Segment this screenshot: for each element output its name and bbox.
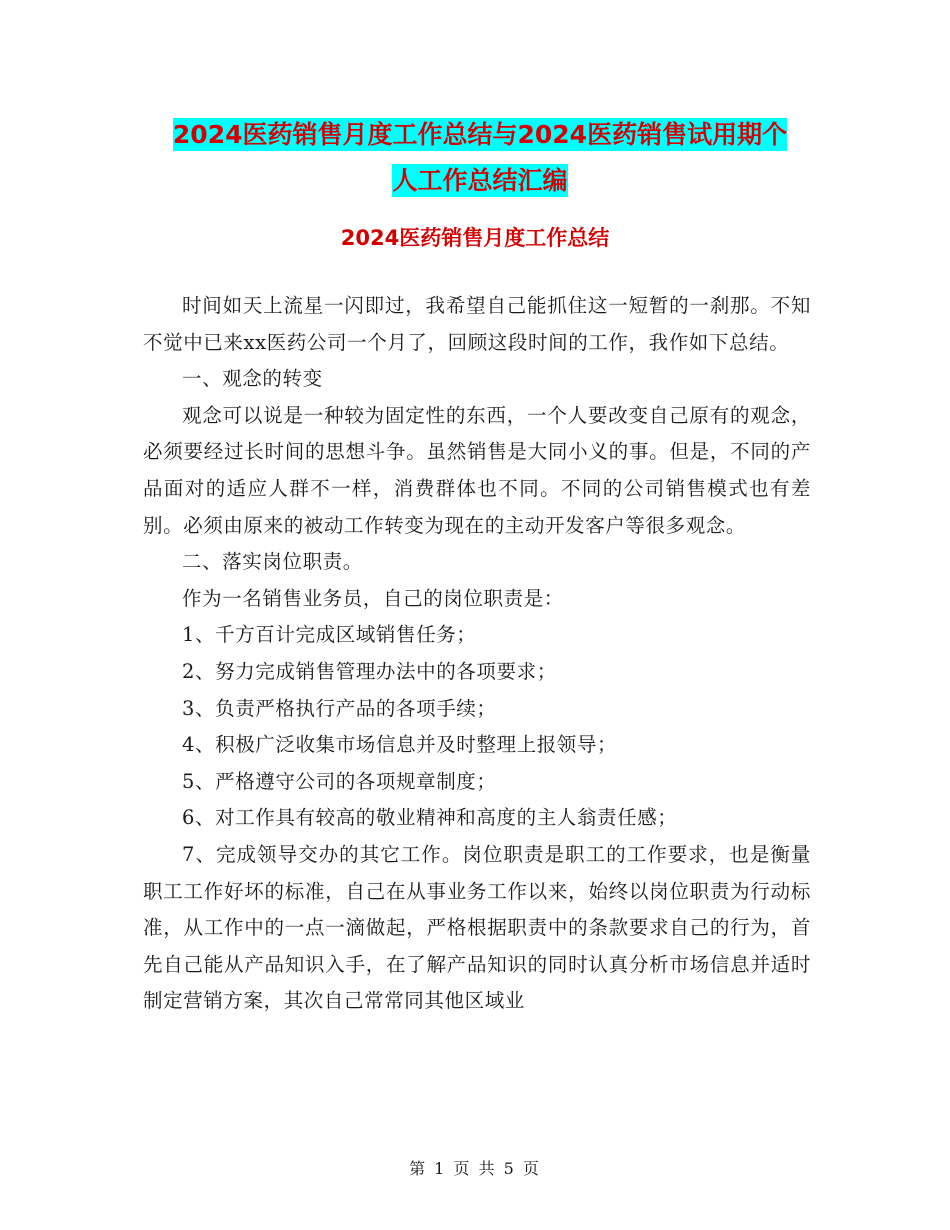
- list-item-duty-2: 2、努力完成销售管理办法中的各项要求；: [182, 659, 557, 683]
- document-body: [143, 288, 811, 1020]
- paragraph-duties-intro: 作为一名销售业务员，自己的岗位职责是：: [182, 586, 564, 610]
- heading-job-duties: 二、落实岗位职责。: [182, 550, 363, 574]
- document-title-line-1: 2024医药销售月度工作总结与2024医药销售试用期个: [172, 120, 788, 149]
- document-title: [140, 112, 820, 204]
- document-title-line-2: 人工作总结汇编: [392, 166, 568, 195]
- list-item-duty-6: 6、对工作具有较高的敬业精神和高度的主人翁责任感；: [182, 806, 678, 830]
- page-footer: 第 1 页 共 5 页: [409, 1159, 541, 1178]
- paragraph-concept: 观念可以说是一种较为固定性的东西，一个人要改变自己原有的观念，必须要经过长时间的思想斗争。虽然销售是大同小义的事。但是，不同的产品面对的适应人群不一样，消费群体也不同。不同的公司销售模式也有差别。必须由原来的被动工作转变为现在的主动开发客户等很多观念。: [143, 403, 811, 537]
- list-item-duty-7: 7、完成领导交办的其它工作。岗位职责是职工的工作要求，也是衡量职工工作好坏的标准，自己在从事业务工作以来，始终以岗位职责为行动标准，从工作中的一点一滴做起，严格根据职责中的条款要求自己的行为，首先自己能从产品知识入手，在了解产品知识的同时认真分析市场信息并适时制定营销方案，其次自己常常同其他区域业: [143, 842, 811, 1013]
- paragraph-intro: 时间如天上流星一闪即过，我希望自己能抓住这一短暂的一刹那。不知不觉中已来xx医药公司一个月了，回顾这段时间的工作，我作如下总结。: [143, 294, 811, 354]
- list-item-duty-5: 5、严格遵守公司的各项规章制度；: [182, 769, 497, 793]
- section-title: 2024医药销售月度工作总结: [340, 226, 610, 250]
- list-item-duty-3: 3、负责严格执行产品的各项手续；: [182, 696, 497, 720]
- list-item-duty-4: 4、积极广泛收集市场信息并及时整理上报领导；: [182, 733, 618, 757]
- list-item-duty-1: 1、千方百计完成区域销售任务；: [182, 623, 477, 647]
- heading-concept-change: 一、观念的转变: [182, 367, 323, 391]
